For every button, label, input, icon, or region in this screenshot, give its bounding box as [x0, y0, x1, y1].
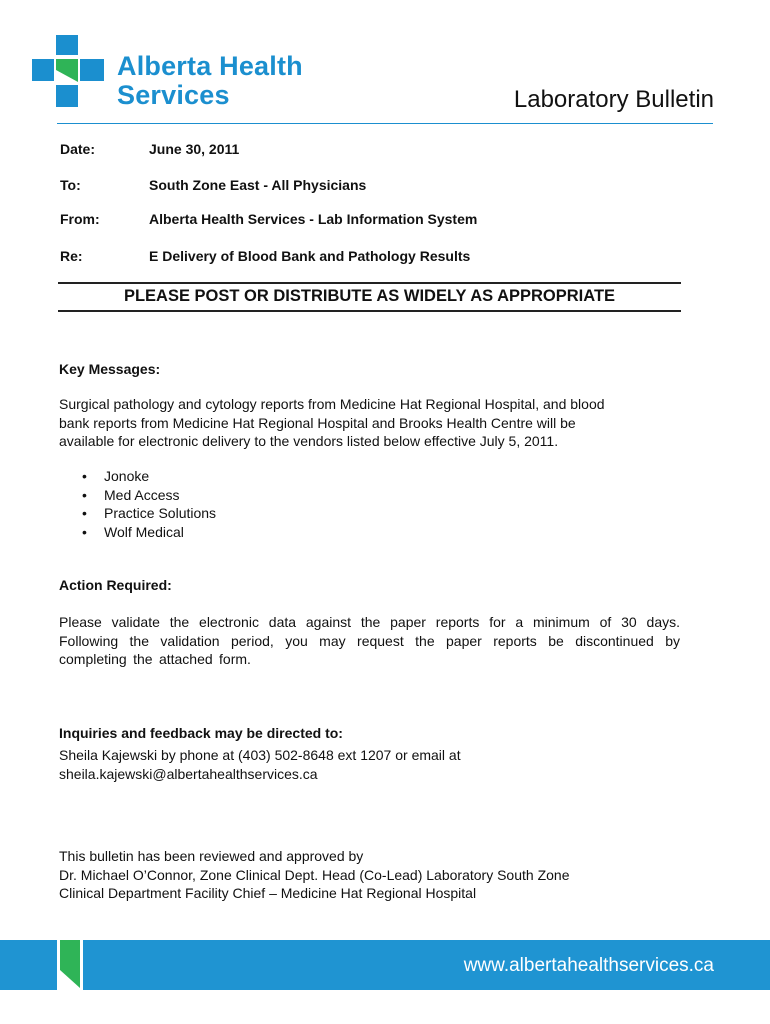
list-item	[59, 467, 216, 486]
bullet-icon: •	[82, 523, 87, 540]
bulletin-title: Laboratory Bulletin	[513, 86, 714, 113]
footer-bar	[0, 940, 770, 990]
key-messages-line: Surgical pathology and cytology reports from Medicine Hat Regional Hospital, and blood	[59, 396, 605, 412]
to-label: To:	[60, 177, 81, 193]
date-value: June 30, 2011	[149, 141, 240, 157]
key-messages-line: available for electronic delivery to the vendors listed below effective July 5, 2011.	[59, 433, 559, 449]
from-label: From:	[60, 211, 100, 227]
distribution-notice: PLEASE POST OR DISTRIBUTE AS WIDELY AS APPROPRIATE	[123, 287, 616, 305]
inquiries-body	[59, 746, 461, 783]
ahs-footer-mark-icon	[57, 940, 83, 990]
org-name	[117, 52, 303, 110]
vendor-name: Wolf Medical	[104, 523, 184, 540]
bullet-icon: •	[82, 486, 87, 503]
from-value: Alberta Health Services - Lab Information System	[149, 211, 478, 227]
key-messages-heading: Key Messages:	[59, 361, 161, 377]
inquiries-phone-line: Sheila Kajewski by phone at (403) 502-8648 ext 1207 or email at	[59, 747, 461, 763]
inquiries-email[interactable]: sheila.kajewski@albertahealthservices.ca	[59, 765, 318, 782]
footer-website-link[interactable]: www.albertahealthservices.ca	[463, 955, 714, 976]
vendor-name: Jonoke	[104, 468, 150, 484]
date-label: Date:	[60, 141, 96, 157]
approval-line: Clinical Department Facility Chief – Medicine Hat Regional Hospital	[59, 885, 477, 901]
action-required-body: Please validate the electronic data against the paper reports for a minimum of 30 days. Following the validation period, you may request the paper reports be discontinued by completing the attached form.	[59, 614, 680, 667]
bullet-icon: •	[82, 505, 87, 521]
inquiries-heading: Inquiries and feedback may be directed to:	[59, 725, 343, 741]
approval-block	[59, 847, 569, 903]
approval-line: This bulletin has been reviewed and approved by	[59, 848, 364, 864]
vendor-list	[59, 467, 216, 541]
list-item	[59, 486, 216, 505]
org-name-line1: Alberta Health	[117, 51, 303, 81]
title-divider	[57, 123, 713, 124]
action-required-heading: Action Required:	[59, 577, 172, 593]
to-value: South Zone East - All Physicians	[149, 177, 367, 193]
re-label: Re:	[60, 248, 83, 264]
list-item	[59, 504, 216, 523]
re-value: E Delivery of Blood Bank and Pathology Results	[149, 248, 471, 264]
approval-line: Dr. Michael O’Connor, Zone Clinical Dept. Head (Co-Lead) Laboratory South Zone	[59, 866, 570, 883]
key-messages-line: bank reports from Medicine Hat Regional Hospital and Brooks Health Centre will be	[59, 414, 576, 431]
org-name-line2: Services	[117, 80, 230, 110]
key-messages-body	[59, 395, 605, 451]
distribution-notice-box	[58, 282, 681, 312]
vendor-name: Med Access	[104, 486, 180, 503]
bullet-icon: •	[82, 468, 87, 484]
list-item	[59, 523, 216, 542]
vendor-name: Practice Solutions	[104, 505, 217, 521]
